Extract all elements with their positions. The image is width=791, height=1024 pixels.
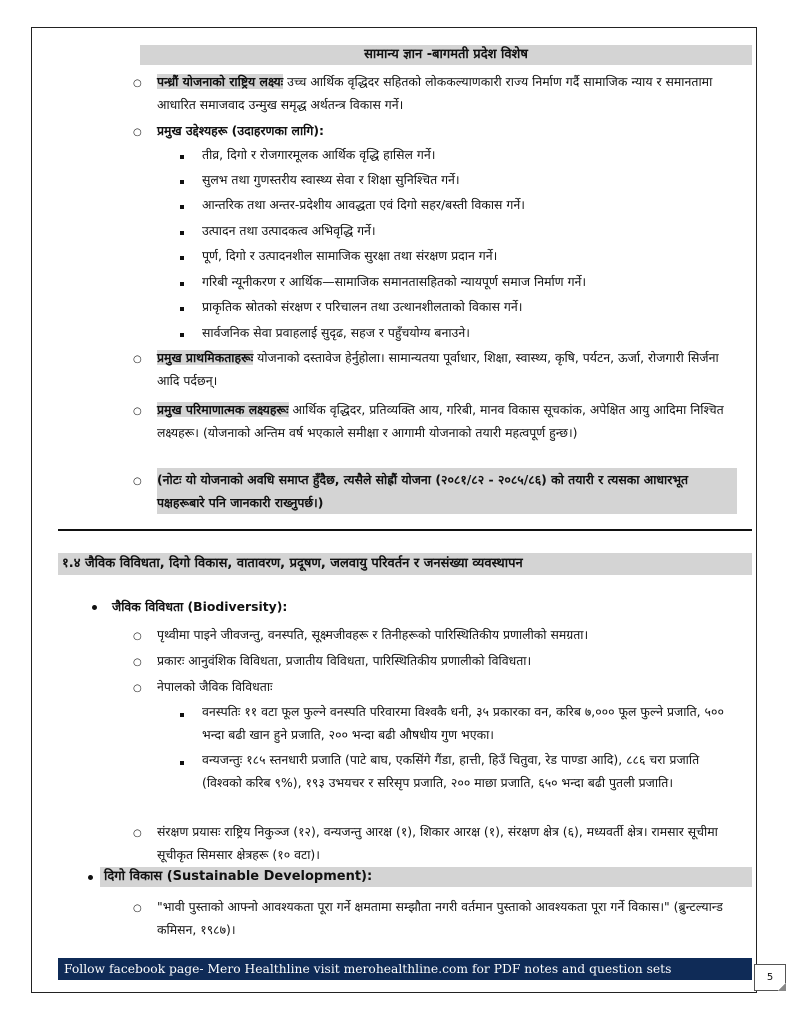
- circle-bullet-icon: ○: [133, 683, 142, 694]
- sustainable-development-heading: दिगो विकास (Sustainable Development):: [100, 867, 752, 887]
- circle-bullet-icon: ○: [133, 354, 142, 365]
- objective-item: उत्पादन तथा उत्पादकत्व अभिवृद्धि गर्ने।: [202, 223, 376, 238]
- footer-banner: Follow facebook page- Mero Healthline visit merohealthline.com for PDF notes and question sets: [58, 958, 752, 980]
- objectives-heading: प्रमुख उद्देश्यहरू (उदाहरणका लागि):: [157, 123, 324, 138]
- biodiversity-types: प्रकारः आनुवंशिक विविधता, प्रजातीय विविधता, पारिस्थितिकीय प्रणालीको विविधता।: [157, 653, 532, 668]
- plan-goal-label: पन्ध्रौं योजनाको राष्ट्रिय लक्ष्यः: [157, 74, 284, 89]
- objective-item: प्राकृतिक स्रोतको संरक्षण र परिचालन तथा उत्थानशीलताको विकास गर्ने।: [202, 299, 523, 314]
- page-number: 5: [754, 964, 786, 991]
- objective-item: आन्तरिक तथा अन्तर-प्रदेशीय आवद्धता एवं दिगो सहर/बस्ती विकास गर्ने।: [202, 197, 525, 212]
- disc-bullet-icon: [92, 605, 97, 610]
- sustainable-development-definition: "भावी पुस्ताको आफ्नो आवश्यकता पूरा गर्ने क्षमतामा सम्झौता नगरी वर्तमान पुस्ताको आवश्यकता पूरा गर्ने विकास।" (ब्रुन्टल्यान्ड कमिसन, १९८७)।: [157, 899, 723, 937]
- circle-bullet-icon: ○: [133, 476, 142, 487]
- circle-bullet-icon: ○: [133, 828, 142, 839]
- nepal-fauna: वन्यजन्तुः १८५ स्तनधारी प्रजाति (पाटे बाघ, एकसिंगे गैंडा, हात्ती, हिउँ चितुवा, रेड पाण्डा आदि), ८८६ चरा प्रजाति (विश्वको करिब ९%), १९३ उभयचर र सरिसृप प्रजाति, २०० माछा प्रजाति, ६५० भन्दा बढी पुतली प्रजाति।: [202, 752, 700, 790]
- conservation-efforts: संरक्षण प्रयासः राष्ट्रिय निकुञ्ज (१२), वन्यजन्तु आरक्ष (१), शिकार आरक्ष (१), संरक्षण क्षेत्र (६), मध्यवर्ती क्षेत्र। रामसार सूचीमा सूचीकृत सिमसार क्षेत्रहरू (१० वटा)।: [157, 824, 718, 862]
- plan-targets: [157, 398, 737, 444]
- square-bullet-icon: [180, 761, 184, 765]
- objective-item: सार्वजनिक सेवा प्रवाहलाई सुदृढ, सहज र पहुँचयोग्य बनाउने।: [202, 325, 470, 340]
- page-title: सामान्य ज्ञान -बागमती प्रदेश विशेष: [140, 45, 752, 65]
- square-bullet-icon: [180, 155, 184, 159]
- plan-goal: [157, 70, 737, 116]
- nepal-biodiversity-label: नेपालको जैविक विविधताः: [157, 679, 273, 694]
- objective-item: तीव्र, दिगो र रोजगारमूलक आर्थिक वृद्धि हासिल गर्ने।: [202, 147, 436, 162]
- square-bullet-icon: [180, 333, 184, 337]
- circle-bullet-icon: ○: [133, 406, 142, 417]
- section-divider: [58, 529, 752, 531]
- targets-label: प्रमुख परिमाणात्मक लक्ष्यहरूः: [157, 402, 289, 417]
- square-bullet-icon: [180, 282, 184, 286]
- disc-bullet-icon: [88, 875, 93, 880]
- plan-goal-text: उच्च आर्थिक वृद्धिदर सहितको लोककल्याणकारी राज्य निर्माण गर्दै सामाजिक न्याय र समानतामा आधारित समाजवाद उन्मुख समृद्ध अर्थतन्त्र विकास गर्ने।: [157, 74, 713, 112]
- objective-item: सुलभ तथा गुणस्तरीय स्वास्थ्य सेवा र शिक्षा सुनिश्चित गर्ने।: [202, 172, 460, 187]
- section-heading: १.४ जैविक विविधता, दिगो विकास, वातावरण, प्रदूषण, जलवायु परिवर्तन र जनसंख्या व्यवस्थापन: [58, 553, 752, 575]
- circle-bullet-icon: ○: [133, 903, 142, 914]
- circle-bullet-icon: ○: [133, 127, 142, 138]
- priorities-label: प्रमुख प्राथमिकताहरूः: [157, 350, 254, 365]
- nepal-flora: वनस्पतिः ११ वटा फूल फुल्ने वनस्पति परिवारमा विश्वकै धनी, ३५ प्रकारका वन, करिब ७,००० फूल फुल्ने प्रजाति, ५०० भन्दा बढी खान हुने प्रजाति, २०० भन्दा बढी औषधीय गुण भएका।: [202, 704, 724, 742]
- square-bullet-icon: [180, 205, 184, 209]
- circle-bullet-icon: ○: [133, 78, 142, 89]
- square-bullet-icon: [180, 180, 184, 184]
- biodiversity-definition: पृथ्वीमा पाइने जीवजन्तु, वनस्पति, सूक्ष्मजीवहरू र तिनीहरूको पारिस्थितिकीय प्रणालीको समग्रता।: [157, 627, 589, 642]
- square-bullet-icon: [180, 713, 184, 717]
- circle-bullet-icon: ○: [133, 657, 142, 668]
- objective-item: गरिबी न्यूनीकरण र आर्थिक—सामाजिक समानतासहितको न्यायपूर्ण समाज निर्माण गर्ने।: [202, 274, 587, 289]
- priorities-text: योजनाको दस्तावेज हेर्नुहोला। सामान्यतया पूर्वाधार, शिक्षा, स्वास्थ्य, कृषि, पर्यटन, ऊर्जा, रोजगारी सिर्जना आदि पर्दछन्।: [157, 350, 719, 388]
- plan-priorities: [157, 346, 737, 392]
- square-bullet-icon: [180, 307, 184, 311]
- biodiversity-heading: जैविक विविधता (Biodiversity):: [112, 599, 288, 614]
- square-bullet-icon: [180, 256, 184, 260]
- plan-note: (नोटः यो योजनाको अवधि समाप्त हुँदैछ, त्यसैले सोह्रौं योजना (२०८१/८२ - २०८५/८६) को तयारी र त्यसका आधारभूत पक्षहरूबारे पनि जानकारी राख्नुपर्छ।): [157, 468, 737, 514]
- objective-item: पूर्ण, दिगो र उत्पादनशील सामाजिक सुरक्षा तथा संरक्षण प्रदान गर्ने।: [202, 248, 498, 263]
- circle-bullet-icon: ○: [133, 631, 142, 642]
- targets-text: आर्थिक वृद्धिदर, प्रतिव्यक्ति आय, गरिबी, मानव विकास सूचकांक, अपेक्षित आयु आदिमा निश्चित लक्ष्यहरू। (योजनाको अन्तिम वर्ष भएकाले समीक्षा र आगामी योजनाको तयारी महत्वपूर्ण हुन्छ।): [157, 402, 724, 440]
- square-bullet-icon: [180, 231, 184, 235]
